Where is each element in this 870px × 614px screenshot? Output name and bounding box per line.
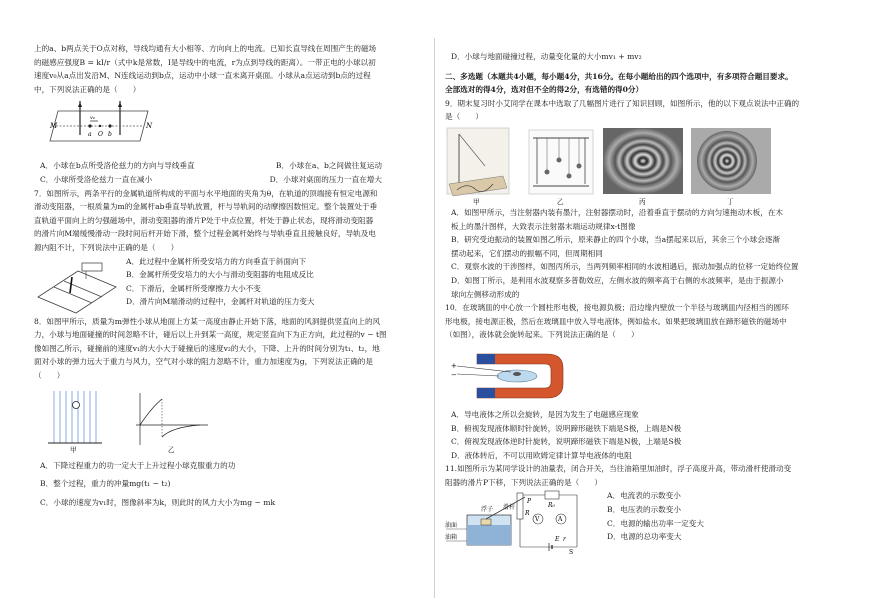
q8-line-1: 8．如图甲所示，质量为m弹性小球从地面上方某一高度由静止开始下落，地面的风洞提供竖直向上的风 (34, 316, 381, 326)
q9-option-a-cont: 板上的墨汁图样，大致表示注射器末端运动规律x-t图像 (451, 221, 636, 231)
q11-label-e: E (555, 536, 560, 544)
q10-option-d[interactable]: D．液体转后，不可以用欧姆定律计算导电液体的电阻 (451, 450, 632, 460)
q7-line-5: 源内阻不计，下列说法中正确的是（ ） (34, 242, 179, 252)
q11-label-oil-surface: 油面 (445, 522, 458, 530)
q9-option-b[interactable]: B．研究受迫振动的装置如图乙所示，原来静止的四个小球，当a摆起来以后，其余三个小球会逐渐 (451, 235, 781, 245)
q8-option-a[interactable]: A．下降过程重力的功一定大于上升过程小球克服重力的功 (40, 460, 236, 470)
q10-plus: + (451, 361, 457, 370)
q11-label-tank: 油箱 (445, 534, 458, 542)
q9-figures (445, 126, 785, 206)
q6-figure (40, 99, 160, 151)
section-2-heading-line-1: 二、多选题（本题共4小题，每小题4分，共16分。在每小题给出的四个选项中，有多项符合题目要求。 (445, 71, 793, 81)
q11-figure (445, 489, 595, 555)
q11-label-voltmeter: V (535, 516, 540, 524)
q10-option-a[interactable]: A．导电液体之所以会旋转，是因为发生了电磁感应现象 (451, 409, 639, 419)
q8-option-d[interactable]: D．小球与地面碰撞过程，动量变化量的大小mv₁ + mv₂ (451, 52, 642, 61)
q9-option-a[interactable]: A．如图甲所示，当注射器内装有墨汁，注射器摆动时，沿着垂直于摆动的方向匀速拖动木板，在木 (451, 207, 784, 217)
q10-figure (451, 344, 571, 406)
q9-option-b-cont: 摆动起来，它们摆动的振幅不同，但周期相同 (451, 248, 603, 258)
q8-option-c[interactable]: C．小球的速度为v₁时，图像斜率为k，则此时的风力大小为mg − mk (40, 497, 276, 507)
q6-option-d[interactable]: D．小球对桌面的压力一直在增大 (269, 174, 382, 184)
q6-label-m: M (50, 122, 58, 131)
q7-figure-and-options (34, 255, 422, 315)
q6-line-3: 速度v₀从a点出发沿M、N连线运动到b点，运动中小球一直未离开桌面。小球从a点运动到b点的过程 (34, 71, 371, 81)
q10-line-2: 形电极，接电源正极，然后在玻璃皿中放入导电液体，例如盐水。如果把玻璃皿放在蹄形磁铁的磁场中 (445, 316, 787, 326)
q6-line-4: 中，下列说法正确的是（ ） (34, 84, 141, 94)
q10-minus: − (451, 370, 457, 379)
q10-option-b[interactable]: B．俯视发现液体顺时针旋转，说明蹄形磁铁下端是S极，上端是N极 (451, 423, 682, 433)
q7-options (126, 255, 315, 309)
q11-option-b[interactable]: B．电压表的示数变小 (607, 505, 681, 515)
q6-options-row-2 (34, 173, 422, 187)
q9-option-d-cont: 球向左侧移动形成的 (451, 289, 520, 299)
q7-line-2: 滑动变阻器，一根质量为m的金属杆ab垂直导轨放置，杆与导轨间的动摩擦因数恒定。整个装置处于垂 (34, 202, 378, 212)
q8-figure (40, 385, 240, 455)
q6-options-row-1 (34, 159, 422, 173)
q8-line-3: 像如图乙所示，碰撞前的速度v₁的大小大于碰撞后的速度v₂的大小，下降、上升的时间分别为t₁、t₂，地 (34, 343, 380, 353)
q11-label-slide: 滑杆 (503, 504, 516, 512)
q11-label-ammeter: A (558, 516, 563, 524)
q7-option-b[interactable]: B．金属杆所受安培力的大小与滑动变阻器的电阻成反比 (126, 270, 314, 280)
q8-line-4: 面对小球的弹力远大于重力与风力，空气对小球的阻力忽略不计，重力加速度为g，下列说法正确的是 (34, 357, 373, 367)
q6-line-2: 的磁感应强度B = kI/r（式中k是常数，I是导线中的电流，r为点到导线的距离）。一带正电的小球以初 (34, 57, 376, 67)
q10-option-c[interactable]: C．俯视发现液体逆时针旋转，说明蹄形磁铁下端是N极，上端是S极 (451, 437, 682, 447)
q11-options (607, 489, 704, 543)
q11-label-r0: R₀ (548, 502, 555, 510)
q7-line-4: 的滑片向M端缓慢滑动一段时间后杆开始下滑，整个过程金属杆始终与导轨垂直且接触良好，导轨及电 (34, 229, 376, 239)
q7-line-1: 7．如图所示，两条平行的金属轨道所构成的平面与水平地面的夹角为θ，在轨道的顶端接有恒定电源和 (34, 188, 378, 198)
q9-option-c[interactable]: C．观察水波的干涉图样，如图丙所示，当两列频率相同的水波相遇后，振动加强点的位移一定始终位置 (451, 262, 799, 272)
q6-line-1: 上的a、b两点关于O点对称，导线均通有大小相等、方向向上的电流。已知长直导线在周围产生的磁场 (34, 44, 377, 53)
q9-option-d[interactable]: D．如图丁所示，是利用水波观察多普勒效应，左侧水波的频率高于右侧的水波频率，是由于振源小 (451, 275, 784, 285)
q6-option-b[interactable]: B．小球在a、b之间做往复运动 (275, 161, 382, 171)
q7-line-3: 直轨道平面向上的匀强磁场中，滑动变阻器的滑片P处于中点位置，杆处于静止状态，现将滑动变阻器 (34, 215, 374, 225)
q6-label-o: O (98, 131, 103, 139)
q7-figure (34, 257, 120, 315)
q9-line-1: 9．期末复习时小艾同学在课本中选取了几幅图片进行了知识回顾，如图所示，他的以下观点说法中正确的 (445, 98, 800, 108)
q8-caption-yi: 乙 (168, 445, 175, 454)
q11-option-a[interactable]: A．电流表的示数变小 (607, 491, 681, 501)
q11-option-c[interactable]: C．电源的输出功率一定变大 (607, 518, 704, 528)
q11-label-switch: S (569, 549, 574, 556)
q9-line-2: 是（ ） (445, 112, 483, 122)
q11-label-r: R (525, 510, 530, 518)
q10-line-1: 10．在玻璃皿的中心放一个圆柱形电极，接电源负极；沿边缘内壁放一个半径与玻璃皿内径相当的圆环 (445, 303, 789, 313)
q6-option-c[interactable]: C．小球所受洛伦兹力一直在减小 (40, 174, 153, 184)
q11-line-1: 11.如图所示为某同学设计的油量表，闭合开关，当往油箱里加油时，浮子高度升高，带动滑杆使滑动变 (445, 464, 792, 474)
left-column (34, 42, 422, 509)
q11-label-float: 浮子 (481, 506, 494, 514)
q6-label-a: a (88, 131, 92, 139)
section-2-heading-line-2: 全部选对的得4分，选对但不全的得2分，有选错的得0分） (445, 85, 644, 95)
q11-line-2: 阻器的滑片P下移，下列说法正确的是（ ） (445, 477, 602, 487)
q6-label-b: b (108, 131, 112, 139)
q9-caption-bing: 丙 (639, 197, 646, 206)
q6-option-a[interactable]: A．小球在b点所受洛伦兹力的方向与导线垂直 (40, 161, 195, 171)
q7-option-a[interactable]: A．此过程中金属杆所受安培力的方向垂直于斜面向下 (126, 256, 307, 266)
q11-label-p: P (527, 498, 532, 506)
right-column (445, 50, 835, 555)
q11-figure-and-options (445, 489, 835, 555)
q6-label-v0: v₀ (90, 115, 95, 122)
q7-option-d[interactable]: D．滑片向M端滑动的过程中，金属杆对轨道的压力变大 (126, 297, 315, 307)
q8-option-b[interactable]: B．整个过程，重力的冲量mg(t₁ − t₂) (40, 479, 171, 489)
q8-line-5: （ ） (34, 370, 65, 380)
q10-line-3: （如图），液体就会旋转起来。下列说法正确的是（ ） (445, 330, 639, 340)
q8-line-2: 力，小球与地面碰撞的时间忽略不计，碰后以上升到某一高度，规定竖直向下为正方向，此过程的v − t图 (34, 330, 387, 340)
q8-caption-jia: 甲 (70, 445, 77, 454)
q11-label-internal-r: r (563, 536, 566, 544)
q7-option-c[interactable]: C．下滑后，金属杆所受摩擦力大小不变 (126, 283, 261, 293)
q9-caption-yi: 乙 (557, 197, 564, 206)
column-divider (434, 38, 435, 598)
q9-caption-jia: 甲 (473, 197, 480, 206)
q11-option-d[interactable]: D．电源的总功率变大 (607, 532, 682, 542)
q9-caption-ding: 丁 (727, 197, 734, 206)
q6-label-n: N (146, 122, 153, 131)
